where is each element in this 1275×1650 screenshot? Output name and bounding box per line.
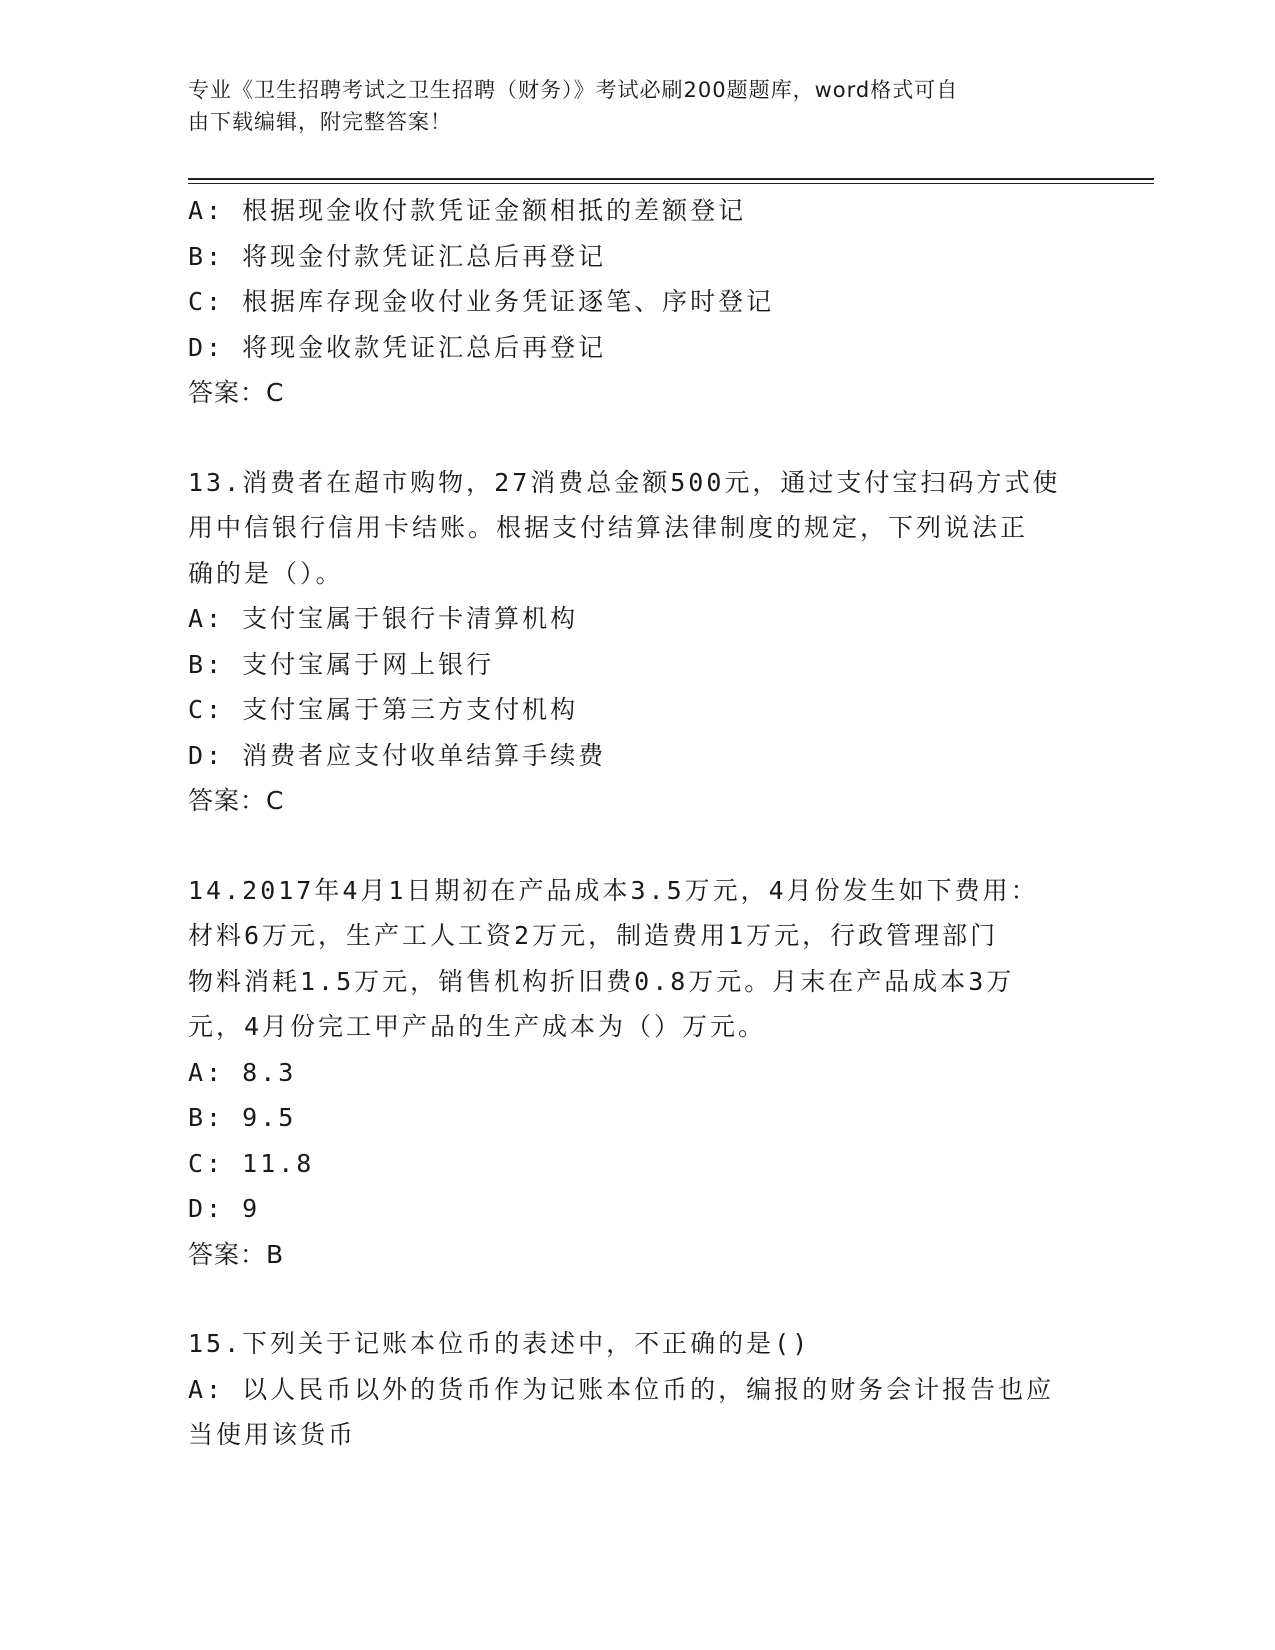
document-header bbox=[188, 74, 1068, 138]
option-c: C: 11.8 bbox=[188, 1148, 315, 1178]
option-d: D: 消费者应支付收单结算手续费 bbox=[188, 740, 607, 770]
question-12 bbox=[188, 188, 1088, 416]
question-14 bbox=[188, 868, 1088, 1278]
option-b: B: 9.5 bbox=[188, 1103, 297, 1132]
question-stem-line: 确的是（）。 bbox=[188, 558, 344, 588]
header-line-1: 专业《卫生招聘考试之卫生招聘（财务）》考试必刷200题题库，word格式可自 bbox=[188, 78, 959, 102]
header-line-2: 由下载编辑，附完整答案！ bbox=[188, 110, 452, 134]
spacer bbox=[188, 1277, 1088, 1321]
option-d: D: 将现金收款凭证汇总后再登记 bbox=[188, 332, 607, 362]
spacer bbox=[188, 416, 1088, 460]
question-stem-line: 14.2017年4月1日期初在产品成本3.5万元，4月份发生如下费用： bbox=[188, 875, 1039, 905]
option-a: A: 支付宝属于银行卡清算机构 bbox=[188, 604, 579, 633]
question-stem-line: 13.消费者在超市购物，27消费总金额500元，通过支付宝扫码方式使 bbox=[188, 467, 1061, 497]
question-stem-line: 物料消耗1.5万元，销售机构折旧费0.8万元。月末在产品成本3万 bbox=[188, 966, 1015, 996]
question-stem-line: 材料6万元，生产工人工资2万元，制造费用1万元，行政管理部门 bbox=[188, 921, 999, 950]
option-c: C: 根据库存现金收付业务凭证逐笔、序时登记 bbox=[188, 287, 775, 316]
option-a-continued: 当使用该货币 bbox=[188, 1420, 357, 1449]
option-b: B: 支付宝属于网上银行 bbox=[188, 649, 495, 679]
question-13 bbox=[188, 460, 1088, 824]
option-d: D: 9 bbox=[188, 1194, 261, 1223]
option-a: A: 8.3 bbox=[188, 1057, 297, 1087]
option-c: C: 支付宝属于第三方支付机构 bbox=[188, 695, 579, 724]
header-divider-thin bbox=[188, 183, 1154, 184]
answer-line: 答案：C bbox=[188, 786, 285, 815]
question-15 bbox=[188, 1321, 1088, 1458]
question-stem-line: 15.下列关于记账本位币的表述中，不正确的是() bbox=[188, 1329, 811, 1358]
option-b: B: 将现金付款凭证汇总后再登记 bbox=[188, 241, 607, 271]
option-a: A: 以人民币以外的货币作为记账本位币的，编报的财务会计报告也应 bbox=[188, 1374, 1055, 1404]
question-stem-line: 元，4月份完工甲产品的生产成本为（）万元。 bbox=[188, 1012, 767, 1041]
answer-line: 答案：B bbox=[188, 1239, 285, 1269]
question-content bbox=[188, 188, 1088, 1458]
header-divider-thick bbox=[188, 178, 1154, 180]
question-stem-line: 用中信银行信用卡结账。根据支付结算法律制度的规定，下列说法正 bbox=[188, 513, 1029, 542]
spacer bbox=[188, 824, 1088, 868]
answer-line: 答案：C bbox=[188, 378, 285, 407]
option-a: A: 根据现金收付款凭证金额相抵的差额登记 bbox=[188, 196, 747, 225]
